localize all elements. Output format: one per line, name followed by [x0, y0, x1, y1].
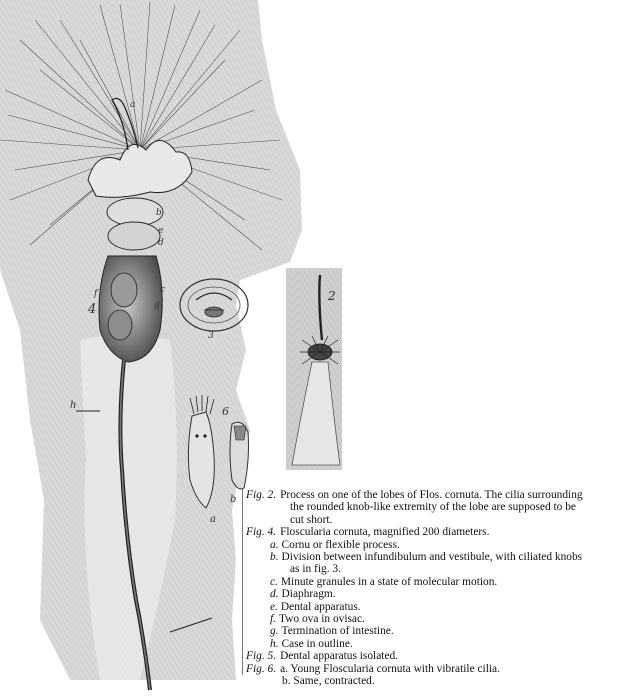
case-h-label: h — [70, 400, 77, 411]
mark-b-label: b — [156, 208, 162, 218]
mark-d-label: d — [158, 238, 164, 248]
fig6-label: 6 — [222, 405, 229, 418]
legend-fig4-item: as in fig. 3. — [290, 563, 341, 576]
legend-fig6 — [246, 663, 620, 675]
fig6b-label: b — [230, 494, 237, 505]
mark-c-label: c — [160, 285, 166, 295]
legend-fig6-line-b: b. Same, contracted. — [282, 675, 375, 688]
legend-fig2-key: Fig. 2. — [246, 489, 277, 501]
fig4-label: 4 — [88, 302, 97, 317]
fig2-label: 2 — [328, 289, 336, 303]
legend-fig4-item: e. Dental apparatus. — [270, 600, 361, 613]
mark-g-label: g — [154, 300, 160, 310]
legend-fig5-text: Dental apparatus isolated. — [280, 650, 399, 663]
legend-fig4-item: g. Termination of intestine. — [270, 625, 394, 638]
legend-fig4-item: c. Minute granules in a state of molecular motion. — [270, 575, 498, 588]
legend-fig5 — [246, 650, 620, 662]
legend-fig2-line3: cut short. — [290, 513, 333, 526]
legend-fig5-key: Fig. 5. — [246, 650, 277, 663]
legend-fig2 — [246, 489, 620, 501]
legend-fig4-key: Fig. 4. — [246, 526, 277, 539]
legend-fig4-title: Floscularia cornuta, magnified 200 diameters. — [280, 526, 490, 539]
fig3-label: 3 — [208, 331, 214, 341]
mark-a-label: a — [130, 100, 136, 110]
legend-fig4-item: d. Diaphragm. — [270, 588, 336, 601]
mark-f-label: f — [94, 289, 98, 299]
legend-fig4 — [246, 526, 620, 538]
legend-fig4-item: f. Two ova in ovisac. — [270, 613, 365, 626]
legend-fig4-item: b. Division between infundibulum and vestibule, with ciliated knobs — [270, 551, 583, 564]
figure-legend — [246, 489, 620, 688]
legend-fig2-line2: the rounded knob-like extremity of the lobe are supposed to be — [290, 501, 576, 514]
legend-divider — [242, 489, 243, 675]
fig6a-label: a — [210, 514, 216, 525]
mark-e-label: e — [158, 226, 164, 236]
legend-fig4-item: h. Case in outline. — [270, 637, 353, 650]
legend-fig4-item: a. Cornu or flexible process. — [270, 538, 400, 551]
legend-fig6-key: Fig. 6. — [246, 662, 277, 675]
legend-fig6-line-a: a. Young Floscularia cornuta with vibratile cilia. — [280, 662, 500, 675]
legend-fig2-line1: Process on one of the lobes of Flos. cornuta. The cilia surrounding — [280, 489, 583, 501]
